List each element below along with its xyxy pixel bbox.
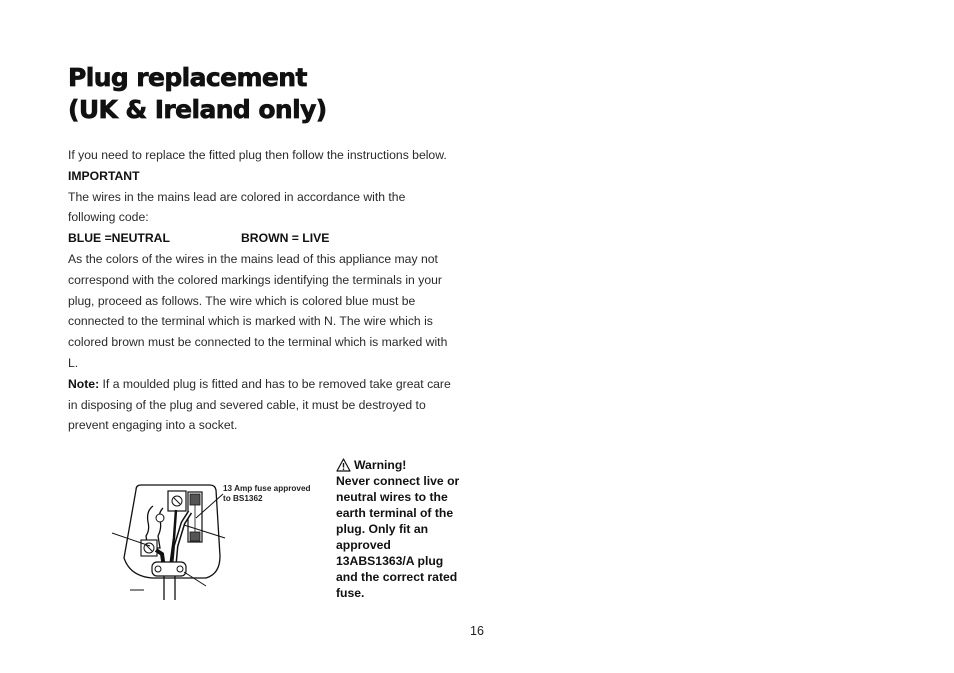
- fuse-cap-bottom: [190, 532, 200, 541]
- wires-intro-paragraph: The wires in the mains lead are colored in accordance with the following code:: [68, 189, 406, 225]
- fuse-label: [223, 484, 323, 504]
- warning-header: [336, 457, 461, 473]
- fuse-label-line-1: 13 Amp fuse approved: [223, 484, 311, 493]
- title-line-1: Plug replacement: [68, 63, 307, 92]
- warning-box: [336, 457, 461, 601]
- neutral-screw: [156, 514, 164, 522]
- warning-body: Never connect live or neutral wires to the earth terminal of the plug. Only fit an approved 13ABS1363/A plug and the correct rated fuse.: [336, 474, 460, 600]
- warning-heading: Warning!: [354, 458, 407, 472]
- fuse-cap-top: [190, 494, 200, 505]
- note-label: Note:: [68, 376, 100, 391]
- warning-triangle-icon: [336, 458, 351, 472]
- note-text: If a moulded plug is fitted and has to be removed take great care in disposing of the plug and severed cable, it must be destroyed to prevent engaging into a socket.: [68, 376, 451, 433]
- instructions-paragraph: As the colors of the wires in the mains lead of this appliance may not correspond with the colored markings identifying the terminals in your plug, proceed as follows. The wire which is colored blue must be connected to the terminal which is marked with N. The wire which is colored brown must be connected to the terminal which is marked with L.: [68, 251, 448, 370]
- mains-cable: [164, 576, 175, 600]
- title-line-2: (UK & Ireland only): [68, 95, 327, 124]
- wire-color-code: [68, 228, 453, 249]
- page-title: [68, 62, 327, 126]
- intro-paragraph: If you need to replace the fitted plug then follow the instructions below.: [68, 148, 447, 162]
- page-number: 16: [470, 624, 484, 638]
- important-heading: IMPORTANT: [68, 168, 140, 183]
- blue-neutral-code: BLUE =NEUTRAL: [68, 231, 170, 246]
- body-text: [68, 145, 453, 436]
- note-paragraph: [68, 374, 453, 436]
- brown-live-code: BROWN = LIVE: [241, 231, 330, 246]
- fuse-label-line-2: to BS1362: [223, 494, 263, 503]
